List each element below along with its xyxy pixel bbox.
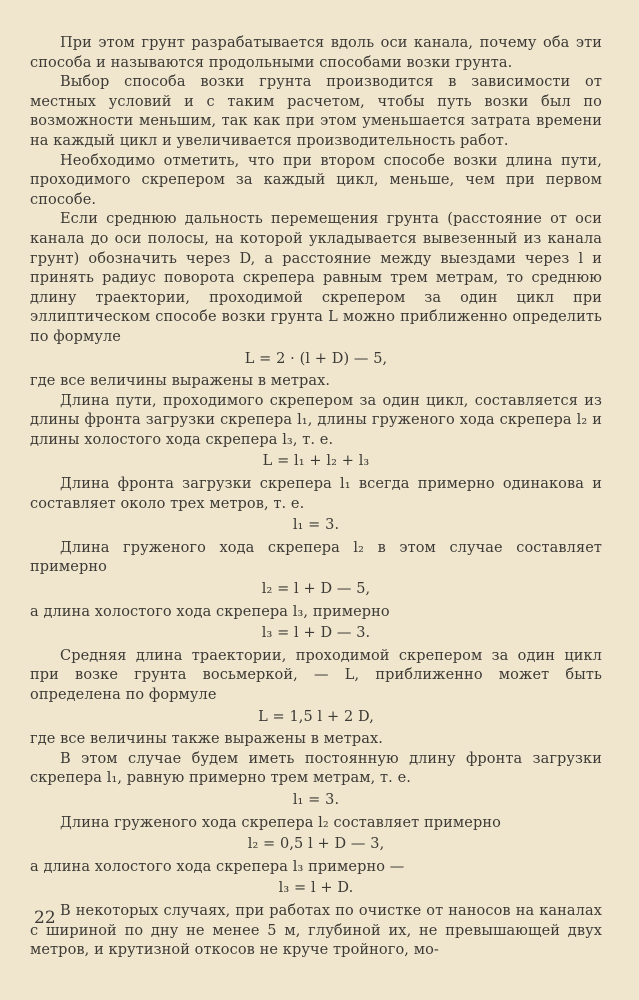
paragraph: Длина груженого хода скрепера l₂ составляет примерно — [60, 814, 501, 831]
paragraph: Средняя длина траектории, проходимой скрепером за один цикл при возке грунта восьмеркой, — L, приближенно может быть определена по формуле — [30, 647, 602, 703]
paragraph-continuation: где все величины выражены в метрах. — [30, 373, 331, 390]
formula: l₁ = 3. — [292, 517, 340, 534]
formula: L = l₁ + l₂ + l₃ — [262, 453, 370, 470]
formula: l₃ = l + D — 3. — [261, 625, 371, 642]
page-number: 22 — [34, 908, 56, 928]
formula: L = 1,5 l + 2 D, — [258, 708, 374, 725]
formula: l₂ = l + D — 5, — [261, 581, 371, 598]
paragraph: Если среднюю дальность перемещения грунта (расстояние от оси канала до оси полосы, на которой укладывается вывезенный из канала грунт) обозначить через D, а расстояние между выездами через l и принять радиус поворота скрепера равным трем метрам, то среднюю длину траектории, проходимой скрепером за один цикл при эллиптическом способе возки грунта L можно приближенно определить по формуле — [30, 211, 602, 345]
formula: l₃ = l + D. — [278, 880, 354, 897]
paragraph-continuation: а длина холостого хода скрепера l₃ примерно — — [30, 858, 405, 875]
paragraph: В этом случае будем иметь постоянную длину фронта загрузки скрепера l₁, равную примерно трем метрам, т. е. — [30, 750, 602, 787]
paragraph: При этом грунт разрабатывается вдоль оси канала, почему оба эти способа и называются продольными способами возки грунта. — [30, 35, 602, 71]
paragraph: Необходимо отметить, что при втором способе возки длина пути, проходимого скрепером за каждый цикл, меньше, чем при первом способе. — [30, 152, 602, 208]
paragraph: Длина пути, проходимого скрепером за один цикл, составляется из длины фронта загрузки скрепера l₁, длины груженого хода скрепера l₂ и длины холостого хода скрепера l₃, т. е. — [30, 392, 602, 448]
paragraph-continuation: где все величины также выражены в метрах. — [30, 731, 383, 748]
paragraph-continuation: а длина холостого хода скрепера l₃, примерно — [30, 603, 390, 620]
body-text — [30, 34, 602, 961]
paragraph: В некоторых случаях, при работах по очистке от наносов на каналах с шириной по дну не менее 5 м, глубиной их, не превышающей двух метров, и крутизной откосов не круче тройного, мо- — [30, 902, 602, 959]
formula: L = 2 · (l + D) — 5, — [244, 350, 388, 367]
paragraph: Длина груженого хода скрепера l₂ в этом случае составляет примерно — [30, 539, 602, 576]
formula: l₂ = 0,5 l + D — 3, — [247, 836, 385, 853]
paragraph: Длина фронта загрузки скрепера l₁ всегда примерно одинакова и составляет около трех метров, т. е. — [30, 476, 602, 512]
paragraph: Выбор способа возки грунта производится в зависимости от местных условий и с таким расчетом, чтобы путь возки был по возможности меньшим, так как при этом уменьшается затрата времени на каждый цикл и увеличивается производительность работ. — [30, 74, 602, 149]
formula: l₁ = 3. — [292, 791, 340, 808]
